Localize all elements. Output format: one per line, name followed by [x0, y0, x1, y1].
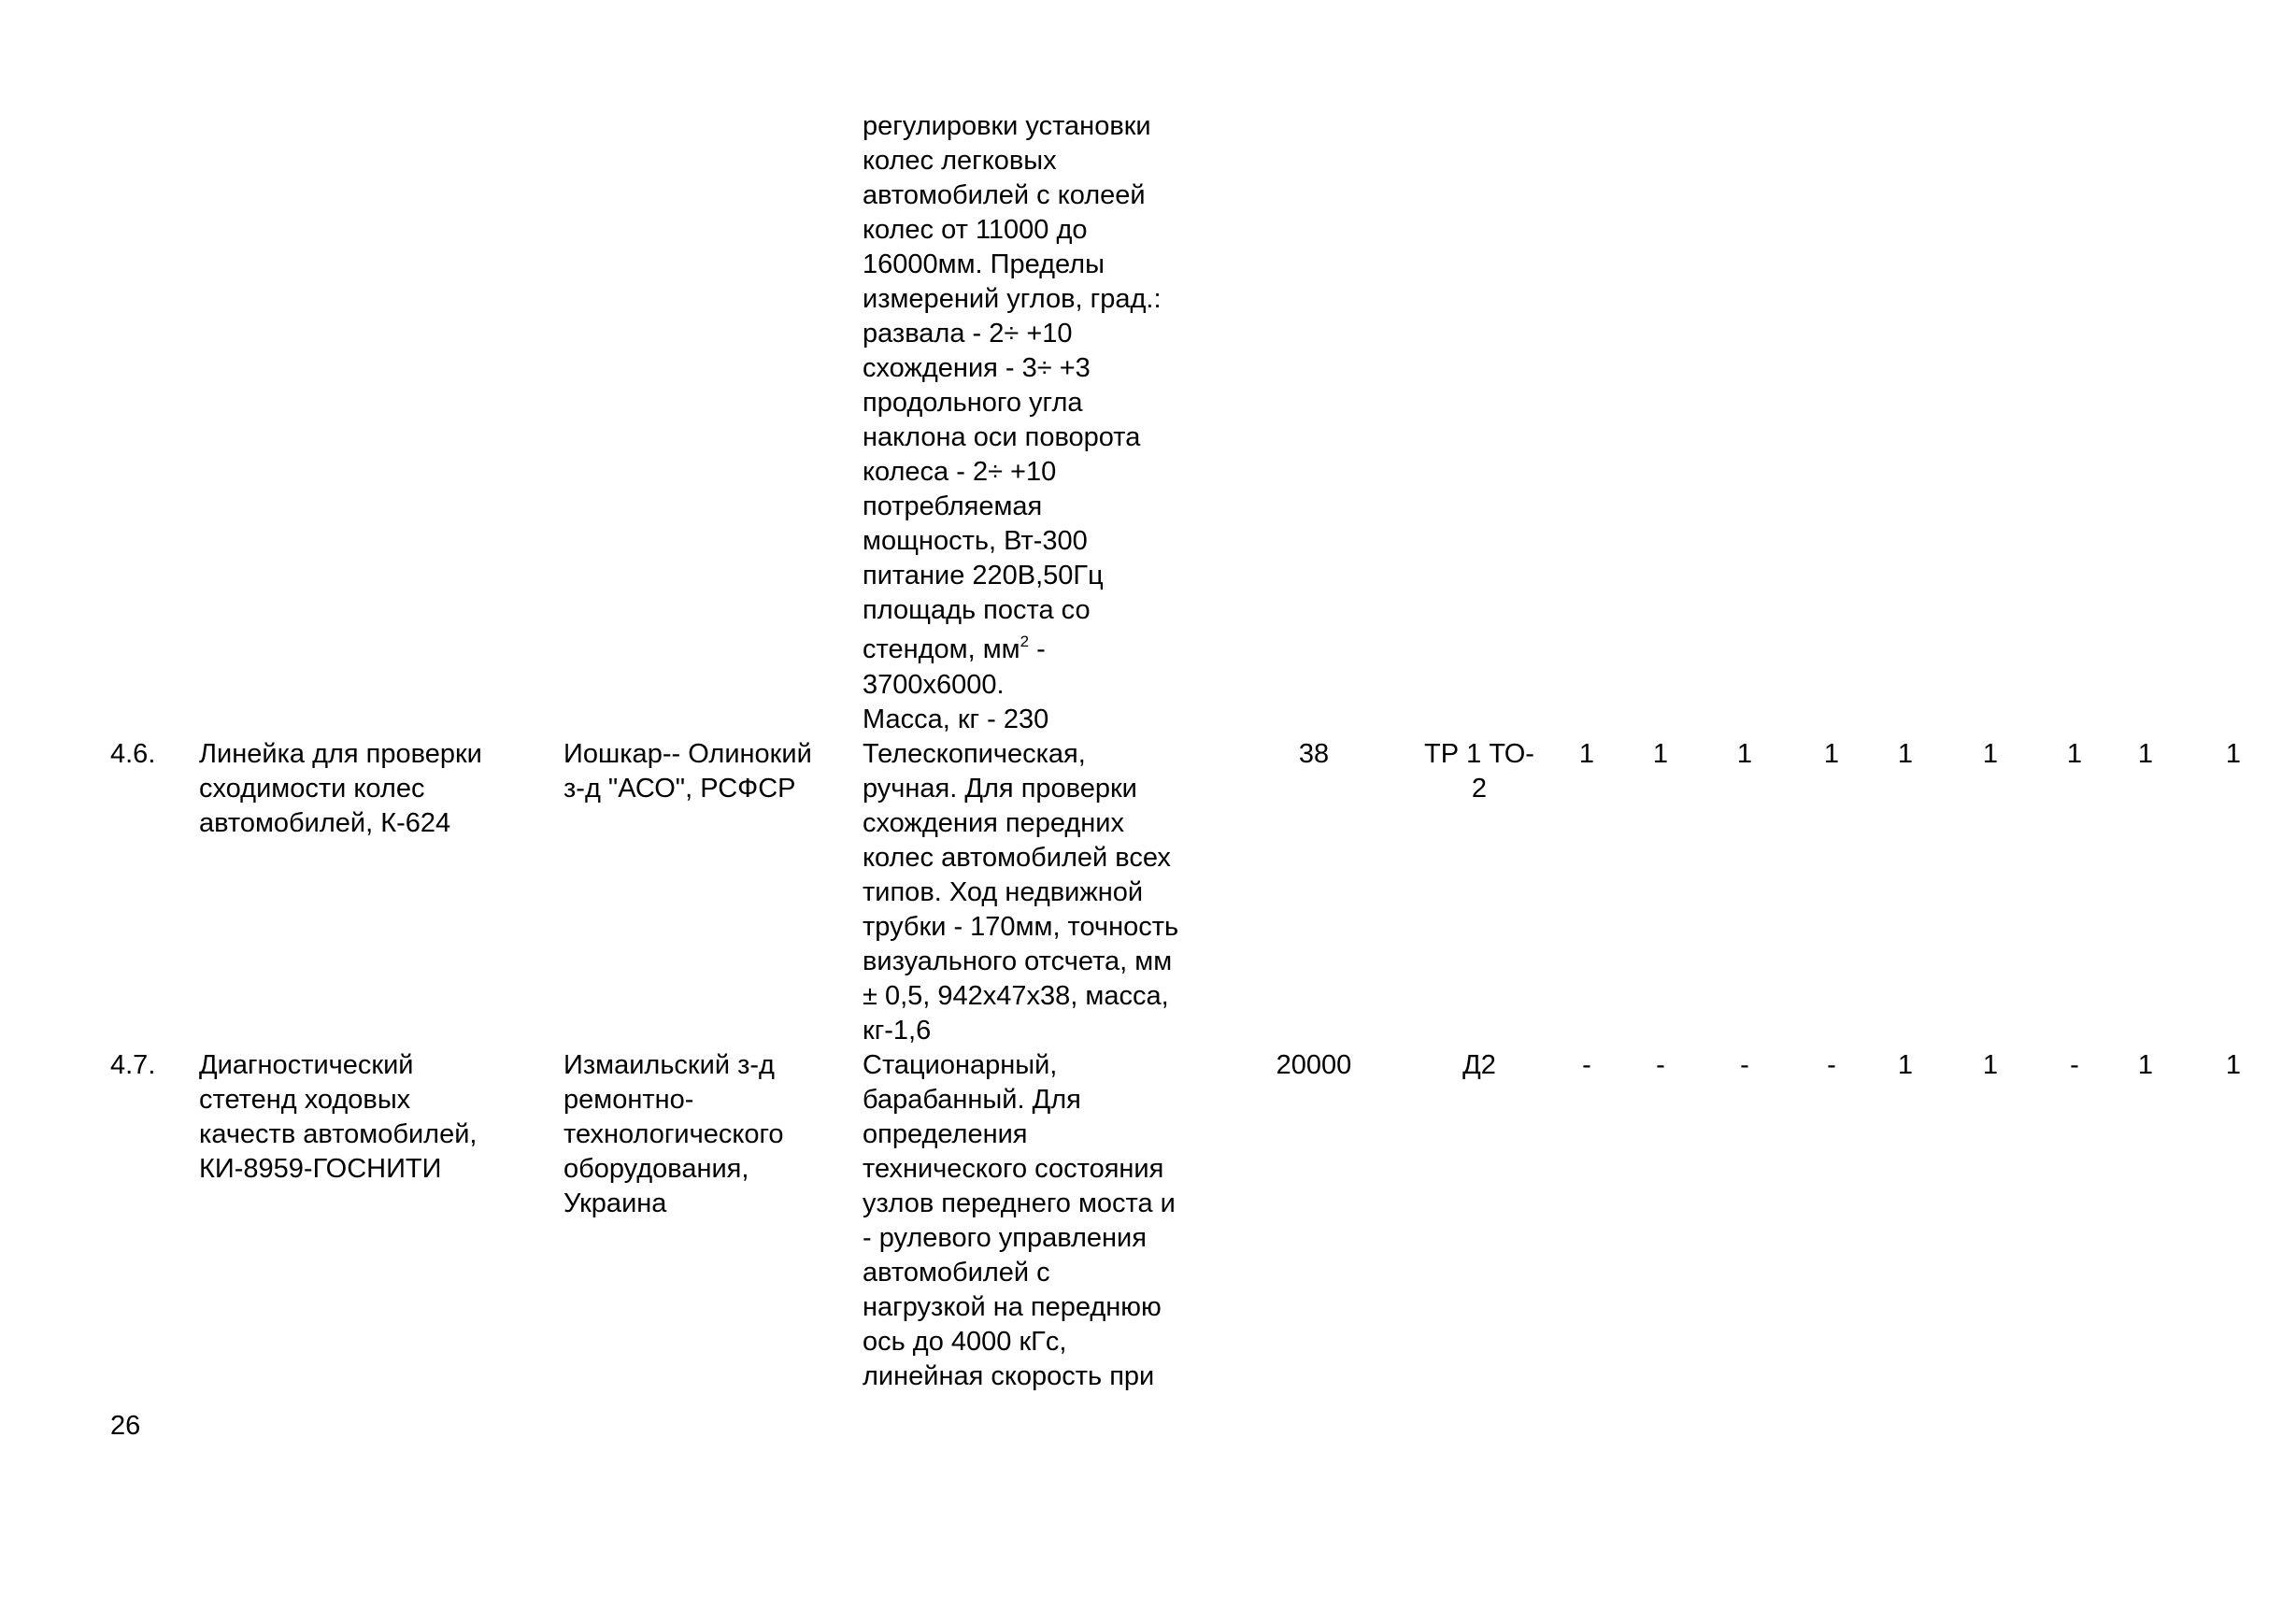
- area-prefix: стендом, мм: [863, 634, 1020, 664]
- count-cell: 1: [1897, 739, 1914, 769]
- row-number: 4.7.: [110, 1050, 156, 1080]
- maintenance-type: Д2: [1462, 1050, 1496, 1080]
- equipment-name: Линейка для проверки сходимости колес автомобилей, К-624: [199, 739, 482, 838]
- count-cell: -: [1656, 1050, 1665, 1080]
- maintenance-type: ТР 1 ТО- 2: [1424, 739, 1534, 804]
- count-cell: 1: [2225, 1050, 2242, 1080]
- area-suffix: -: [1029, 634, 1046, 664]
- count-cell: 1: [1736, 739, 1753, 769]
- count-cell: -: [1827, 1050, 1836, 1080]
- equipment-name: Диагностический стетенд ходовых качеств автомобилей, КИ-8959-ГОСНИТИ: [199, 1050, 478, 1184]
- count-cell: 1: [1982, 739, 1999, 769]
- description: Стационарный, барабанный. Для определения технического состояния узлов переднего моста и - рулевого управления автомобилей с нагрузкой на переднюю ось до 4000 кГс, линейная скорость при: [863, 1050, 1176, 1391]
- count-cell: 1: [1982, 1050, 1999, 1080]
- count-cell: 1: [1823, 739, 1840, 769]
- count-cell: 1: [2137, 739, 2154, 769]
- description: Телескопическая, ручная. Для проверки схождения передних колес автомобилей всех типов. Ход недвижной трубки - 170мм, точность визуального отсчета, мм ± 0,5, 942х47х38, масса, кг-1,6: [863, 739, 1179, 1046]
- count-cell: 1: [1578, 739, 1595, 769]
- count-cell: 1: [2137, 1050, 2154, 1080]
- price: 38: [1298, 739, 1330, 769]
- description-continuation: регулировки установки колес легковых автомобилей с колеей колес от 11000 до 16000мм. Пределы измерений углов, град.: развала - 2÷ +10 схождения - 3÷ +3 продольного угла наклона оси поворота колеса - 2÷ +10 потребляемая мощность, Вт-300 питание 220В,50Гц площадь поста со: [863, 111, 1162, 625]
- area-superscript: 2: [1020, 633, 1030, 650]
- row-number: 4.6.: [110, 739, 156, 769]
- count-cell: -: [1740, 1050, 1749, 1080]
- count-cell: 1: [1652, 739, 1669, 769]
- count-cell: 1: [2066, 739, 2083, 769]
- manufacturer: Измаильский з-д ремонтно- технологического оборудования, Украина: [563, 1050, 784, 1218]
- price: 20000: [1276, 1050, 1352, 1080]
- description-continuation-area: [863, 633, 1046, 667]
- description-continuation-tail: 3700х6000. Масса, кг - 230: [863, 670, 1049, 734]
- count-cell: -: [1582, 1050, 1591, 1080]
- manufacturer: Иошкар-- Олинокий з-д "АСО", РСФСР: [563, 739, 812, 804]
- count-cell: 1: [2225, 739, 2242, 769]
- count-cell: 1: [1897, 1050, 1914, 1080]
- count-cell: -: [2070, 1050, 2079, 1080]
- page-number: 26: [110, 1411, 141, 1441]
